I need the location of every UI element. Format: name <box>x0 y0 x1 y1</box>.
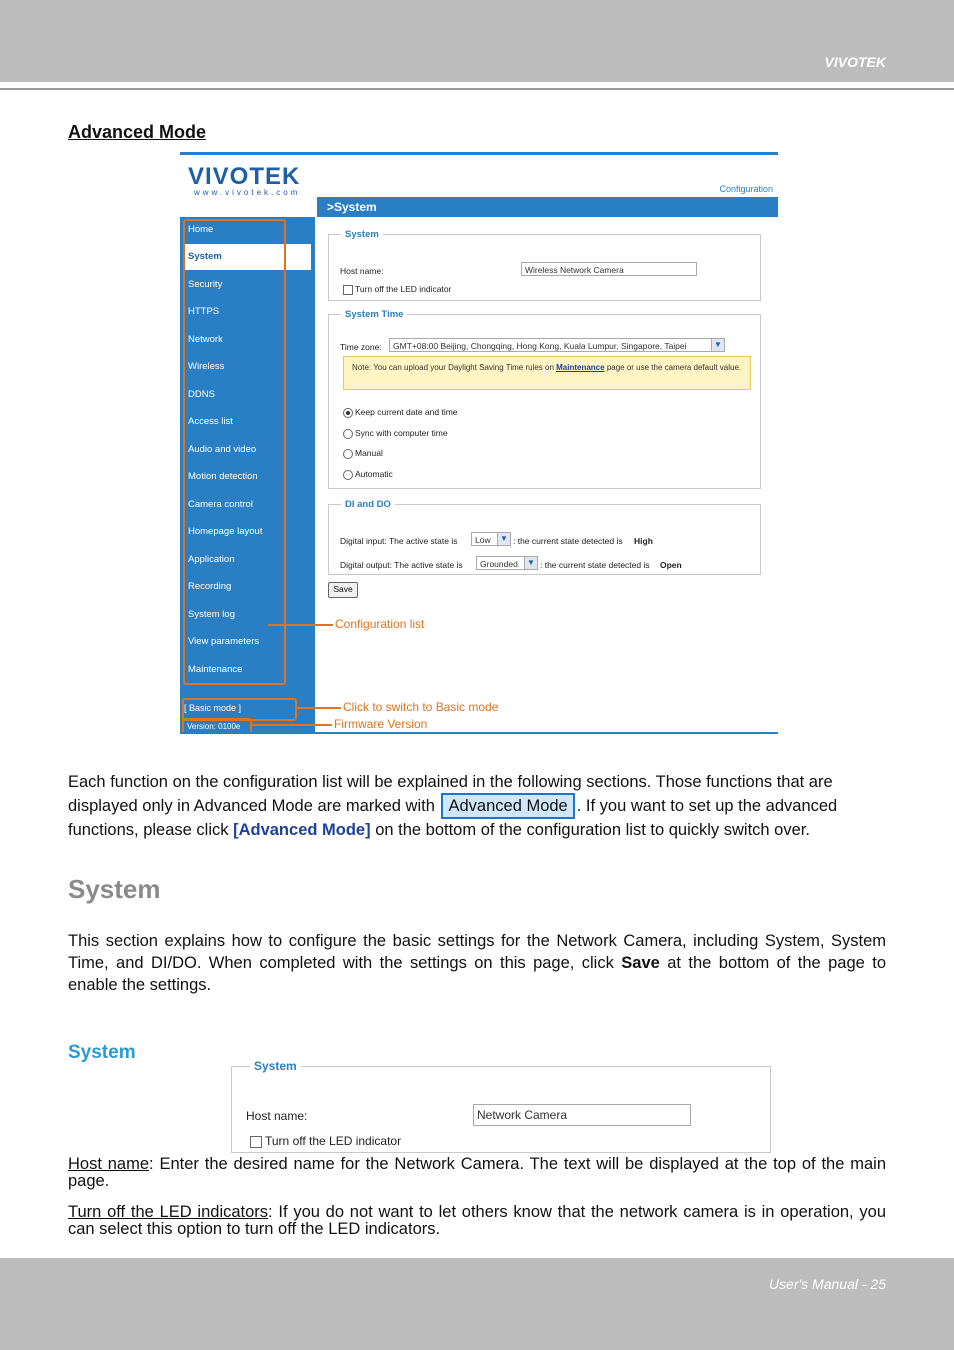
host-name-input[interactable]: Wireless Network Camera <box>521 262 697 276</box>
basic-mode-link[interactable]: [ Basic mode ] <box>184 703 242 713</box>
led-desc: : If you do not want to let others know that the network camera is in operation, you can select this option to turn off the LED indicators. <box>68 1203 886 1238</box>
nav-network[interactable]: Network <box>188 334 223 345</box>
system-subheading: System <box>68 1042 136 1063</box>
host-name-desc: : Enter the desired name for the Network Camera. The text will be displayed at the top of the main page. <box>68 1155 886 1190</box>
panel-host-label: Host name: <box>246 1109 308 1123</box>
system-text-end: at the bottom of the page to enable the settings. <box>68 954 887 994</box>
note-prefix: Note: You can upload your Daylight Saving Time rules on <box>352 363 557 372</box>
nav-ddns[interactable]: DDNS <box>188 389 215 400</box>
di-label: Digital input: The active state is <box>340 536 458 546</box>
note-suffix: page or use the camera default value. <box>604 363 742 372</box>
version-highlight <box>182 718 252 734</box>
intro-text-2: . If you want to set up the advanced functions, please click <box>68 797 838 839</box>
panel-led-label: Turn off the LED indicator <box>265 1134 402 1148</box>
option-automatic: Automatic <box>355 469 393 479</box>
firmware-leader <box>252 724 332 726</box>
nav-camera-control[interactable]: Camera control <box>188 499 253 510</box>
annotation-config-list: Configuration list <box>335 617 425 631</box>
nav-audio-video[interactable]: Audio and video <box>188 444 257 455</box>
nav-home[interactable]: Home <box>188 224 214 235</box>
page-title-band: >System <box>317 197 778 217</box>
config-list-highlight <box>183 219 286 685</box>
do-current-label: : the current state detected is <box>540 560 650 570</box>
dido-fieldset <box>328 499 761 575</box>
annotation-firmware: Firmware Version <box>334 717 428 731</box>
page-header-band <box>0 0 954 82</box>
nav-system[interactable]: System <box>183 244 311 270</box>
maintenance-link[interactable]: Maintenance <box>556 363 605 372</box>
system-time-legend: System Time <box>345 309 404 320</box>
chevron-down-icon: ▼ <box>524 557 537 569</box>
led-label: Turn off the LED indicator <box>355 284 452 294</box>
di-current-label: : the current state detected is <box>513 536 623 546</box>
header-brand: VIVOTEK <box>824 54 886 70</box>
nav-system-log[interactable]: System log <box>188 609 235 620</box>
nav-homepage-layout[interactable]: Homepage layout <box>188 526 263 537</box>
chevron-down-icon: ▼ <box>497 533 510 545</box>
advanced-mode-link: [Advanced Mode] <box>233 821 371 839</box>
nav-https[interactable]: HTTPS <box>188 306 220 317</box>
intro-text-3: on the bottom of the configuration list to quickly switch over. <box>375 821 810 839</box>
time-zone-select[interactable] <box>389 338 725 352</box>
nav-security[interactable]: Security <box>188 279 223 290</box>
host-name-label: Host name: <box>340 266 384 276</box>
system-heading: System <box>68 874 161 904</box>
system-time-fieldset <box>328 309 761 489</box>
system-text: This section explains how to configure the basic settings for the Network Camera, including System, System Time, and DI/DO. When completed with the settings on this page, click <box>68 932 886 972</box>
chevron-down-icon: ▼ <box>711 339 724 351</box>
nav-application[interactable]: Application <box>188 554 235 565</box>
host-name-description <box>68 1156 886 1190</box>
intro-text-1: Each function on the configuration list will be explained in the following sections. Those functions that are displayed only in Advanced Mode are marked with <box>68 773 833 815</box>
radio-keep-time[interactable] <box>343 408 353 418</box>
option-manual: Manual <box>355 448 383 458</box>
config-list-leader <box>268 624 333 626</box>
di-select[interactable] <box>471 532 511 546</box>
do-select[interactable] <box>476 556 538 570</box>
led-checkbox[interactable] <box>343 285 353 295</box>
page-footer-band <box>0 1258 954 1350</box>
page-number: User's Manual - 25 <box>768 1276 886 1292</box>
dst-note <box>343 356 751 390</box>
nav-maintenance[interactable]: Maintenance <box>188 664 243 675</box>
vivotek-logo: VIVOTEK <box>188 163 301 190</box>
configuration-link[interactable]: Configuration <box>719 184 773 194</box>
system-legend: System <box>345 229 379 240</box>
save-term: Save <box>621 954 660 972</box>
panel-host-input[interactable]: Network Camera <box>473 1104 691 1126</box>
host-name-term: Host name <box>68 1155 150 1173</box>
advanced-mode-heading: Advanced Mode <box>68 122 207 142</box>
nav-access-list[interactable]: Access list <box>188 416 233 427</box>
nav-view-parameters[interactable]: View parameters <box>188 636 260 647</box>
config-screenshot <box>180 152 778 734</box>
time-zone-label: Time zone: <box>340 342 382 352</box>
dido-legend: DI and DO <box>345 499 391 510</box>
led-description <box>68 1204 886 1238</box>
option-sync-computer: Sync with computer time <box>355 428 448 438</box>
system-fieldset <box>328 229 761 301</box>
radio-sync-computer[interactable] <box>343 429 353 439</box>
led-term: Turn off the LED indicators <box>68 1203 269 1221</box>
di-value: Low <box>475 535 491 545</box>
basic-mode-leader <box>295 707 341 709</box>
annotation-basic-mode: Click to switch to Basic mode <box>343 700 499 714</box>
nav-recording[interactable]: Recording <box>188 581 232 592</box>
header-rule <box>0 88 954 90</box>
vivotek-logo-url: www.vivotek.com <box>194 188 301 197</box>
nav-wireless[interactable]: Wireless <box>188 361 225 372</box>
time-zone-value: GMT+08:00 Beijing, Chongqing, Hong Kong, Kuala Lumpur, Singapore, Taipei <box>393 341 687 351</box>
do-label: Digital output: The active state is <box>340 560 463 570</box>
advanced-mode-badge: Advanced Mode <box>441 793 574 819</box>
firmware-version: Version: 0100e <box>187 722 241 731</box>
do-state: Open <box>660 560 682 570</box>
panel-led-checkbox[interactable] <box>250 1136 262 1148</box>
radio-automatic[interactable] <box>343 470 353 480</box>
system-paragraph <box>68 930 886 996</box>
option-keep-time: Keep current date and time <box>355 407 458 417</box>
radio-manual[interactable] <box>343 449 353 459</box>
do-value: Grounded <box>480 559 518 569</box>
system-panel-legend: System <box>254 1059 297 1073</box>
save-button[interactable]: Save <box>328 582 358 598</box>
di-state: High <box>634 536 653 546</box>
system-panel <box>231 1059 771 1153</box>
intro-paragraph <box>68 771 886 841</box>
nav-motion-detection[interactable]: Motion detection <box>188 471 258 482</box>
